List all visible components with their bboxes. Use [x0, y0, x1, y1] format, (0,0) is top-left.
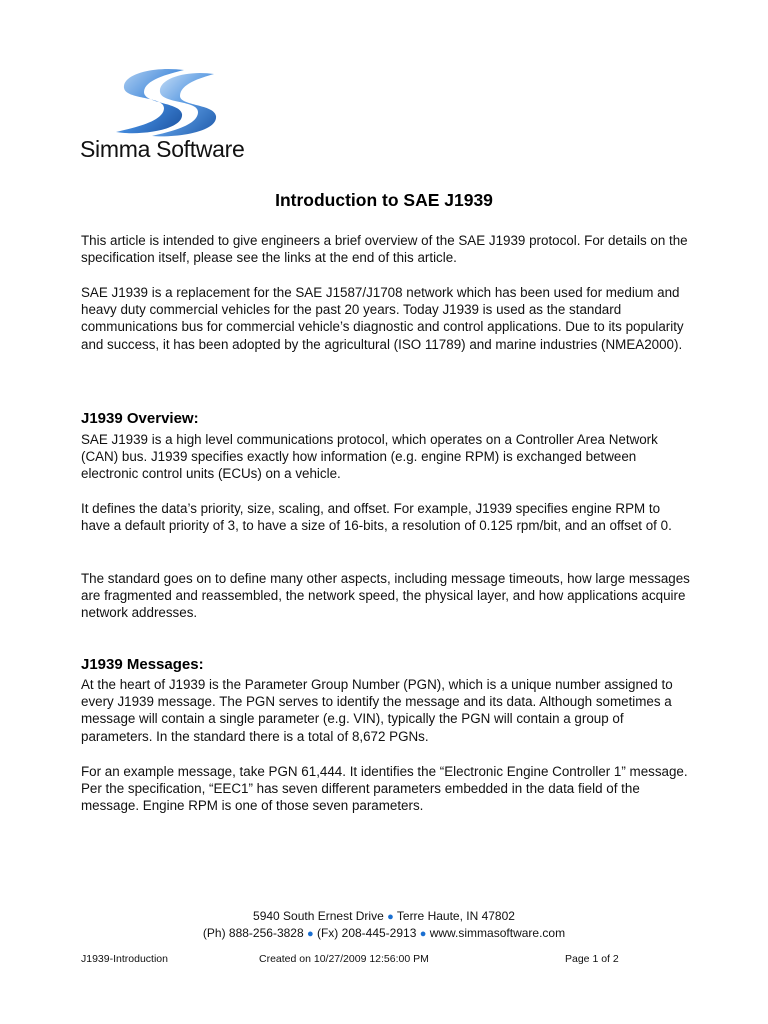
document-title: Introduction to SAE J1939	[275, 190, 493, 210]
footer-page-number: Page 1 of 2	[565, 953, 619, 965]
messages-paragraph-1: At the heart of J1939 is the Parameter Group Number (PGN), which is a unique number assigned to every J1939 message. The PGN serves to identify the message and its data. Although sometimes a message will contain a single parameter (e.g. VIN), typically the PGN will contain a group of parameters. In the standard there is a total of 8,672 PGNs.	[81, 677, 673, 744]
intro-paragraph-2: SAE J1939 is a replacement for the SAE J1587/J1708 network which has been used for medium and heavy duty commercial vehicles for the past 20 years. Today J1939 is used as the standard communications bus for commercial vehicle’s diagnostic and control applications. Due to its popularity and success, it has been adopted by the agricultural (ISO 11789) and marine industries (NMEA2000).	[81, 285, 684, 352]
double-s-logo-icon	[114, 66, 218, 138]
company-name: Simma Software	[80, 136, 245, 162]
phone-number: (Ph) 888-256-3828	[202, 926, 304, 940]
bullet-icon: ●	[387, 911, 394, 923]
contact-phone-line	[0, 926, 768, 940]
section-heading-overview: J1939 Overview:	[81, 410, 199, 427]
messages-paragraph-2: For an example message, take PGN 61,444. It identifies the “Electronic Engine Controller 1” message. Per the specification, “EEC1” has seven different parameters embedded in the data field of the message. Engine RPM is one of those seven parameters.	[81, 764, 688, 814]
contact-address-line	[0, 909, 768, 923]
simma-software-logo	[80, 66, 252, 166]
bullet-icon: ●	[306, 928, 314, 940]
street-address: 5940 South Ernest Drive	[253, 909, 384, 923]
overview-paragraph-1: SAE J1939 is a high level communications protocol, which operates on a Controller Area Network (CAN) bus. J1939 specifies exactly how information (e.g. engine RPM) is exchanged between electronic control units (ECUs) on a vehicle.	[81, 432, 658, 482]
overview-paragraph-3: The standard goes on to define many other aspects, including message timeouts, how large messages are fragmented and reassembled, the network speed, the physical layer, and how applications acquire network addresses.	[81, 571, 690, 621]
intro-paragraph-1: This article is intended to give engineers a brief overview of the SAE J1939 protocol. For details on the specification itself, please see the links at the end of this article.	[81, 233, 688, 266]
section-heading-messages: J1939 Messages:	[81, 656, 204, 673]
website-link[interactable]: www.simmasoftware.com	[429, 926, 566, 940]
fax-number: (Fx) 208-445-2913	[316, 926, 417, 940]
footer-created-date: Created on 10/27/2009 12:56:00 PM	[259, 953, 429, 965]
footer-doc-name: J1939-Introduction	[81, 953, 168, 965]
bullet-icon: ●	[419, 928, 427, 940]
overview-paragraph-2: It defines the data’s priority, size, scaling, and offset. For example, J1939 specifies engine RPM to have a default priority of 3, to have a size of 16-bits, a resolution of 0.125 rpm/bit, and an offset of 0.	[81, 501, 672, 534]
city-state-zip: Terre Haute, IN 47802	[396, 909, 515, 923]
